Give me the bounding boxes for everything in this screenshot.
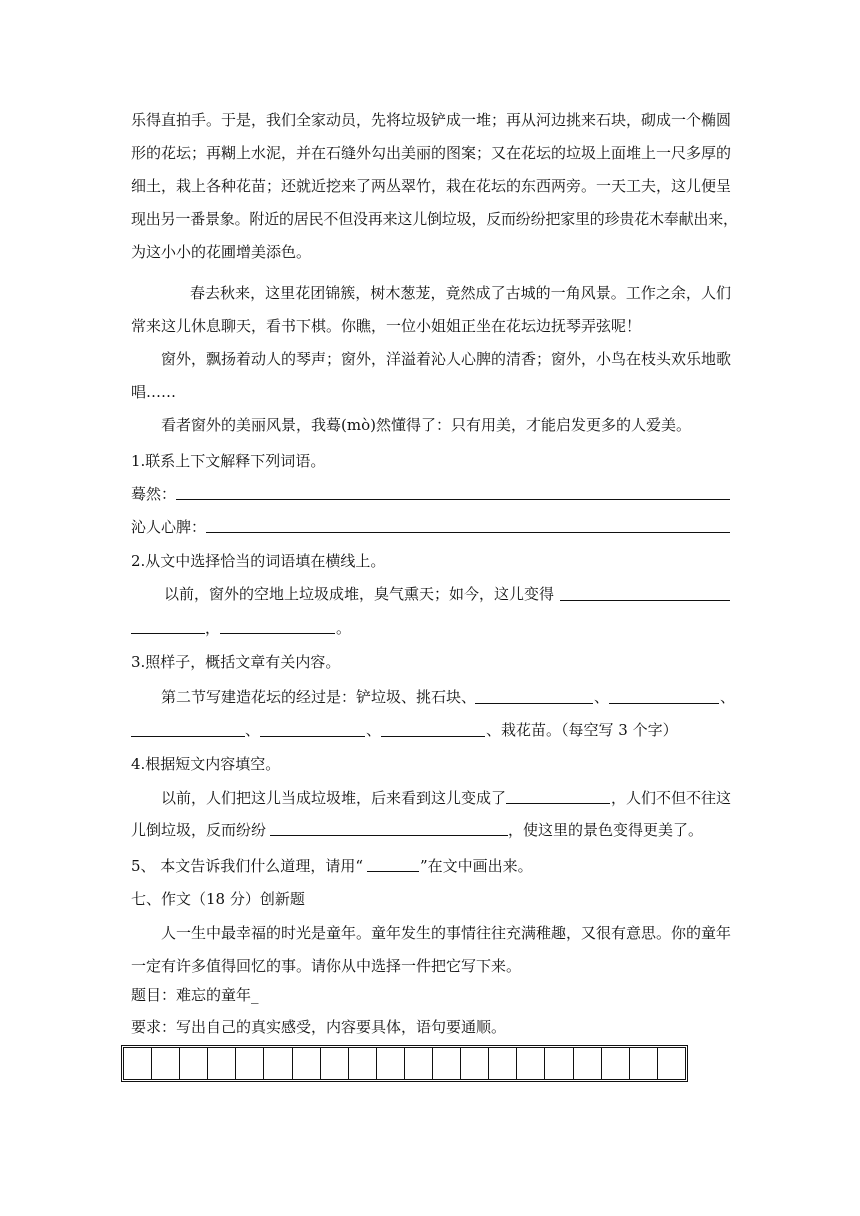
answer-blank[interactable] (131, 736, 245, 737)
question-2-text: 以前，窗外的空地上垃圾成堆，臭气熏天；如今，这儿变得 (164, 585, 555, 603)
question-4-text: ，人们不但不往这 (611, 789, 732, 807)
grid-cell[interactable] (574, 1048, 602, 1079)
question-5-text: 5、 本文告诉我们什么道理，请用“ (131, 857, 363, 875)
grid-cell[interactable] (124, 1048, 152, 1079)
grid-cell[interactable] (630, 1048, 658, 1079)
writing-grid[interactable] (121, 1045, 688, 1082)
grid-cell[interactable] (264, 1048, 292, 1079)
question-1-word-2: 沁人心脾： (131, 518, 207, 536)
grid-cell[interactable] (208, 1048, 236, 1079)
composition-heading: 七、作文（18 分）创新题 (131, 890, 305, 908)
grid-cell[interactable] (405, 1048, 433, 1079)
passage-line: 唱…… (131, 383, 177, 401)
passage-line: 春去秋来，这里花团锦簇，树木葱茏，竟然成了古城的一角风景。工作之余，人们 (190, 284, 731, 302)
comma: ， (205, 619, 221, 637)
grid-cell[interactable] (517, 1048, 545, 1079)
grid-cell[interactable] (236, 1048, 264, 1079)
composition-title: 题目：难忘的童年_ (131, 986, 259, 1004)
answer-blank[interactable] (506, 803, 610, 804)
grid-cell[interactable] (433, 1048, 461, 1079)
grid-cell[interactable] (658, 1048, 685, 1079)
answer-blank[interactable] (381, 736, 485, 737)
grid-cell[interactable] (321, 1048, 349, 1079)
answer-blank[interactable] (131, 633, 205, 634)
grid-cell[interactable] (293, 1048, 321, 1079)
grid-cell[interactable] (152, 1048, 180, 1079)
passage-line: 为这小小的花圃增美添色。 (131, 243, 312, 261)
grid-cell[interactable] (461, 1048, 489, 1079)
answer-line-word-1[interactable] (176, 499, 730, 500)
grid-cell[interactable] (377, 1048, 405, 1079)
grid-cell[interactable] (602, 1048, 630, 1079)
answer-blank[interactable] (609, 703, 719, 704)
passage-line: 细土，栽上各种花苗；还就近挖来了两丛翠竹，栽在花坛的东西两旁。一天工夫，这儿便呈 (131, 177, 732, 195)
grid-cell[interactable] (489, 1048, 517, 1079)
composition-prompt: 一定有许多值得回忆的事。请你从中选择一件把它写下来。 (131, 957, 522, 975)
question-4-text: 以前，人们把这儿当成垃圾堆，后来看到这儿变成了 (161, 789, 507, 807)
composition-requirement: 要求：写出自己的真实感受，内容要具体，语句要通顺。 (131, 1018, 507, 1036)
answer-blank[interactable] (270, 835, 508, 836)
question-4-text: ，使这里的景色变得更美了。 (508, 821, 704, 839)
question-3-lead: 第二节写建造花坛的经过是：铲垃圾、挑石块、 (161, 688, 477, 706)
answer-blank[interactable] (475, 703, 593, 704)
passage-line: 形的花坛；再糊上水泥，并在石缝外勾出美丽的图案；又在花坛的垃圾上面堆上一尺多厚的 (131, 144, 732, 162)
separator: 、 (594, 688, 610, 706)
passage-line: 常来这儿休息聊天，看书下棋。你瞧，一位小姐姐正坐在花坛边抚琴弄弦呢！ (131, 317, 642, 335)
question-3-title: 3.照样子，概括文章有关内容。 (131, 653, 341, 671)
composition-prompt: 人一生中最幸福的时光是童年。童年发生的事情往往充满稚趣，又很有意思。你的童年 (161, 924, 732, 942)
answer-blank[interactable] (260, 736, 365, 737)
separator: 、 (245, 721, 261, 739)
grid-cell[interactable] (180, 1048, 208, 1079)
question-4-title: 4.根据短文内容填空。 (131, 755, 281, 773)
question-1-title: 1.联系上下文解释下列词语。 (131, 452, 326, 470)
period: 。 (336, 619, 352, 637)
question-1-word-1: 蓦然： (131, 485, 177, 503)
passage-line: 看者窗外的美丽风景，我蓦(mò)然懂得了：只有用美，才能启发更多的人爱美。 (161, 416, 691, 434)
question-4-text: 儿倒垃圾，反而纷纷 (131, 821, 267, 839)
answer-blank[interactable] (560, 600, 730, 601)
separator: 、 (720, 688, 736, 706)
passage-line: 窗外，飘扬着动人的琴声；窗外，洋溢着沁人心脾的清香；窗外，小鸟在枝头欢乐地歌 (161, 350, 732, 368)
grid-cell[interactable] (349, 1048, 377, 1079)
question-3-tail: 、栽花苗。（每空写 3 个字） (486, 721, 678, 739)
answer-blank[interactable] (220, 633, 335, 634)
answer-blank[interactable] (367, 871, 419, 872)
question-2-title: 2.从文中选择恰当的词语填在横线上。 (131, 552, 386, 570)
separator: 、 (366, 721, 382, 739)
passage-line: 现出另一番景象。附近的居民不但没再来这儿倒垃圾，反而纷纷把家里的珍贵花木奉献出来， (131, 210, 738, 228)
grid-cell[interactable] (545, 1048, 573, 1079)
passage-line: 乐得直拍手。于是，我们全家动员，先将垃圾铲成一堆；再从河边挑来石块，砌成一个椭圆 (131, 111, 732, 129)
question-5-text: ”在文中画出来。 (420, 857, 533, 875)
answer-line-word-2[interactable] (206, 532, 730, 533)
